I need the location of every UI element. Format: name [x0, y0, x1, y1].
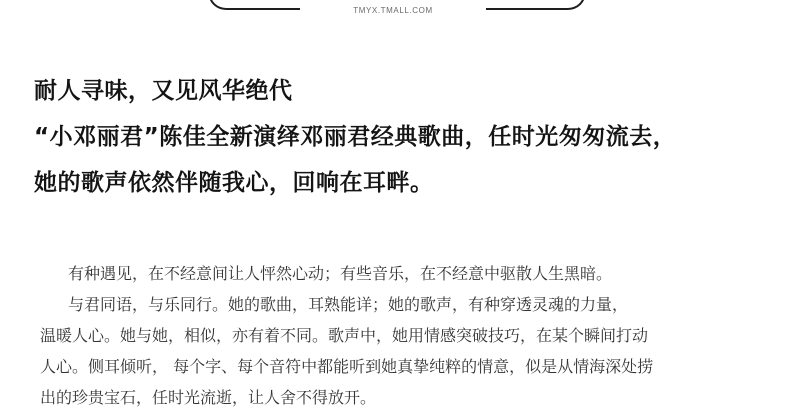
body-line-1: 有种遇见，在不经意间让人怦然心动；有些音乐，在不经意中驱散人生黑暗。 — [68, 264, 613, 283]
body-line-4: 人心。侧耳倾听， 每个字、每个音符中都能听到她真挚纯粹的情意，似是从情海深处捞 — [40, 357, 654, 376]
body-line-5: 出的珍贵宝石，任时光流逝，让人舍不得放开。 — [40, 388, 377, 407]
body-paragraph — [40, 258, 760, 413]
headline-line-2: “小邓丽君”陈佳全新演绎邓丽君经典歌曲，任时光匆匆流去， — [34, 124, 677, 150]
body-line-3: 温暖人心。她与她，相似，亦有着不同。歌声中，她用情感突破技巧，在某个瞬间打动 — [40, 326, 649, 345]
body-line-2: 与君同语，与乐同行。她的歌曲，耳熟能详；她的歌声，有种穿透灵魂的力量， — [68, 295, 629, 314]
headline-line-3: 她的歌声依然伴随我心，回响在耳畔。 — [34, 170, 434, 196]
site-url: TMYX.TMALL.COM — [353, 6, 433, 15]
headline — [34, 68, 784, 206]
headline-line-1: 耐人寻味，又见风华绝代 — [34, 78, 293, 104]
